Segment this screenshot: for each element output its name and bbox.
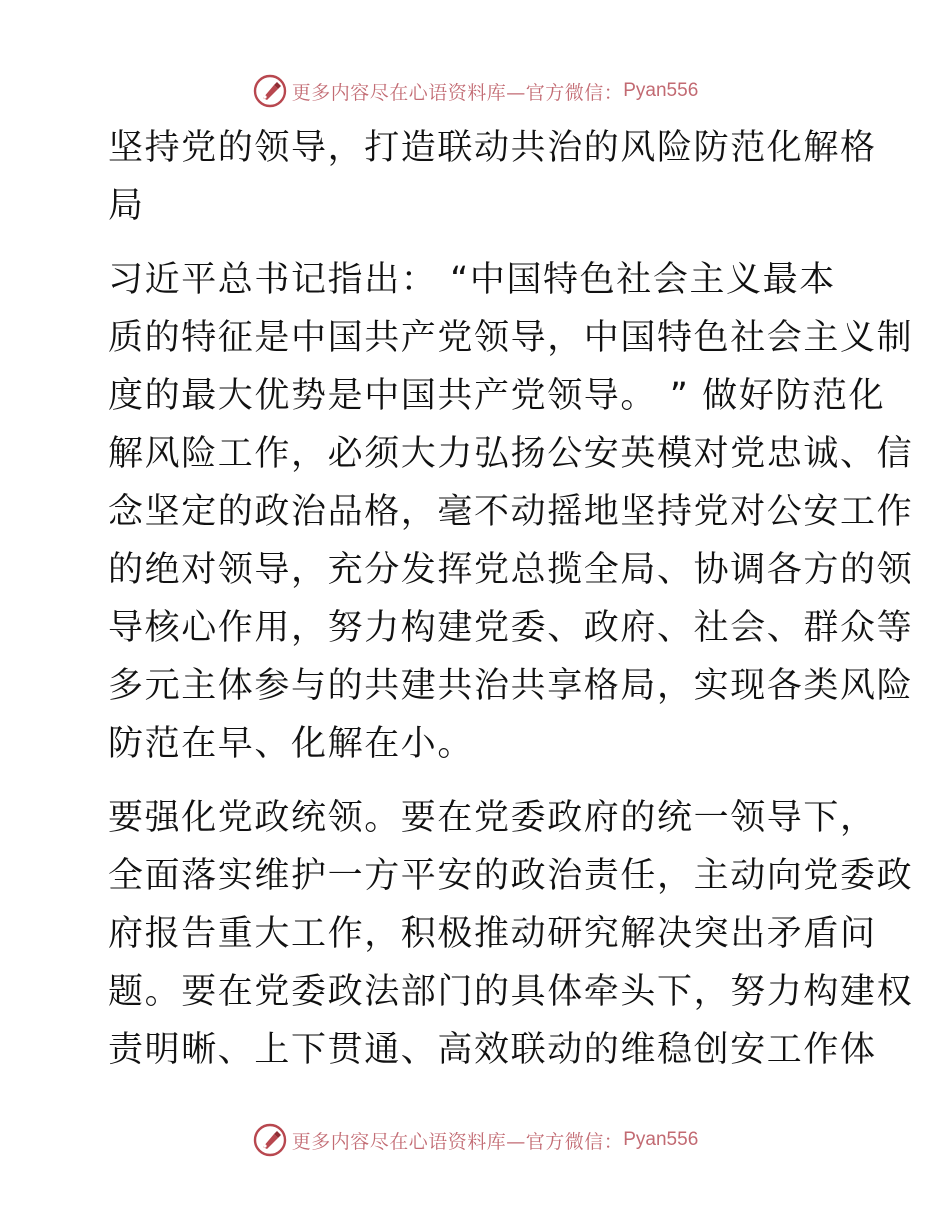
pen-nib-logo-icon xyxy=(252,73,288,109)
pen-nib-logo-icon xyxy=(252,1122,288,1158)
watermark-wechat-id: Pyan556 xyxy=(623,1129,699,1150)
document-body xyxy=(98,124,914,1084)
paragraph-line: 要强化党政统领。要在党委政府的统一领导下， xyxy=(108,798,877,838)
watermark-wechat-id: Pyan556 xyxy=(623,80,699,101)
heading-line: 坚持党的领导，打造联动共治的风险防范化解格 xyxy=(108,128,877,168)
paragraph-line: 度的最大优势是中国共产党领导。 ” 做好防范化 xyxy=(108,376,886,416)
watermark-header xyxy=(0,71,950,111)
paragraph-line: 导核心作用，努力构建党委、政府、社会、群众等 xyxy=(108,608,914,648)
heading-line: 局 xyxy=(108,186,145,226)
paragraph-line: 质的特征是中国共产党领导，中国特色社会主义制 xyxy=(108,318,914,358)
paragraph-line: 责明晰、上下贯通、高效联动的维稳创安工作体 xyxy=(108,1030,877,1070)
paragraph-line: 题。要在党委政法部门的具体牵头下，努力构建权 xyxy=(108,972,914,1012)
watermark-footer xyxy=(0,1120,950,1160)
paragraph-line: 念坚定的政治品格，毫不动摇地坚持党对公安工作 xyxy=(108,492,914,532)
paragraph-line: 解风险工作，必须大力弘扬公安英模对党忠诚、信 xyxy=(108,434,914,474)
paragraph-line: 防范在早、化解在小。 xyxy=(108,724,475,764)
paragraph-line: 府报告重大工作，积极推动研究解决突出矛盾问 xyxy=(108,914,877,954)
watermark-text: 更多内容尽在心语资料库—官方微信： xyxy=(291,81,624,104)
paragraph-line: 的绝对领导，充分发挥党总揽全局、协调各方的领 xyxy=(108,550,914,590)
section-heading xyxy=(98,124,877,230)
paragraph-line: 全面落实维护一方平安的政治责任，主动向党委政 xyxy=(108,856,914,896)
paragraph-1 xyxy=(98,256,914,768)
paragraph-line: 多元主体参与的共建共治共享格局，实现各类风险 xyxy=(108,666,914,706)
paragraph-line: 习近平总书记指出： “中国特色社会主义最本 xyxy=(108,260,836,300)
paragraph-2 xyxy=(98,794,914,1074)
watermark-text: 更多内容尽在心语资料库—官方微信： xyxy=(291,1130,624,1153)
